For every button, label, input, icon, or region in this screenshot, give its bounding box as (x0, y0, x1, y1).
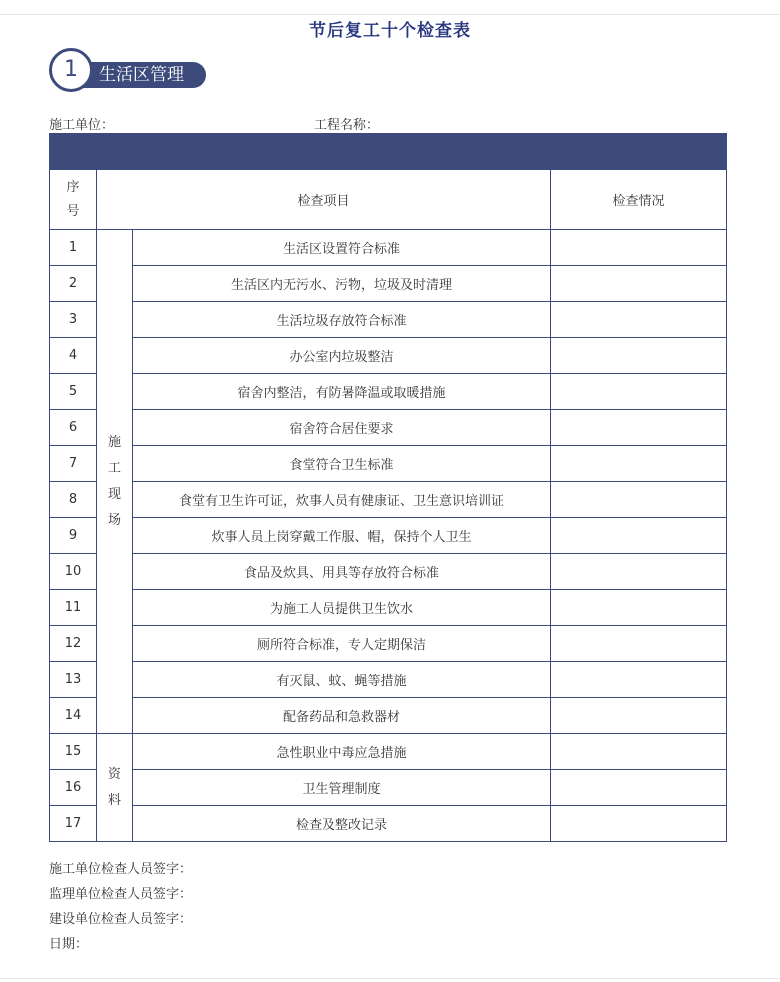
status-cell[interactable] (551, 554, 727, 590)
row-number: 11 (50, 590, 97, 626)
table-row (50, 626, 727, 662)
row-number: 13 (50, 662, 97, 698)
check-item: 食堂有卫生许可证，炊事人员有健康证、卫生意识培训证 (133, 482, 551, 518)
status-cell[interactable] (551, 806, 727, 842)
row-number: 8 (50, 482, 97, 518)
group-label-char: 资 (107, 766, 121, 782)
item-header: 检查项目 (97, 170, 551, 230)
row-number: 5 (50, 374, 97, 410)
row-number: 1 (50, 230, 97, 266)
status-cell[interactable] (551, 770, 727, 806)
page-title: 节后复工十个检查表 (309, 21, 471, 41)
check-item: 厕所符合标准，专人定期保洁 (133, 626, 551, 662)
section-number: 1 (49, 48, 93, 92)
project-name-label: 工程名称： (314, 118, 380, 133)
table-row (50, 338, 727, 374)
status-cell[interactable] (551, 266, 727, 302)
row-number: 2 (50, 266, 97, 302)
status-cell[interactable] (551, 338, 727, 374)
row-number: 12 (50, 626, 97, 662)
row-number: 14 (50, 698, 97, 734)
table-row (50, 806, 727, 842)
table-row (50, 518, 727, 554)
check-item: 急性职业中毒应急措施 (133, 734, 551, 770)
check-item: 为施工人员提供卫生饮水 (133, 590, 551, 626)
row-number: 4 (50, 338, 97, 374)
seq-header (50, 170, 97, 230)
status-cell[interactable] (551, 590, 727, 626)
inspection-table (49, 133, 727, 842)
table-row (50, 770, 727, 806)
status-cell[interactable] (551, 410, 727, 446)
table-row (50, 698, 727, 734)
group-label-char: 料 (107, 792, 121, 808)
status-cell[interactable] (551, 662, 727, 698)
row-number: 9 (50, 518, 97, 554)
check-item: 宿舍内整洁，有防暑降温或取暖措施 (133, 374, 551, 410)
table-row (50, 266, 727, 302)
check-item: 生活垃圾存放符合标准 (133, 302, 551, 338)
check-item: 食堂符合卫生标准 (133, 446, 551, 482)
seq-header-line1: 序 (66, 179, 80, 195)
owner-sign-label: 建设单位检查人员签字： (49, 912, 193, 927)
bottom-divider (0, 978, 780, 979)
row-number: 17 (50, 806, 97, 842)
table-row (50, 374, 727, 410)
group-label-char: 施 (107, 434, 121, 450)
column-header-row (50, 170, 727, 230)
check-item: 办公室内垃圾整洁 (133, 338, 551, 374)
status-cell[interactable] (551, 482, 727, 518)
status-cell[interactable] (551, 626, 727, 662)
table-row (50, 590, 727, 626)
check-item: 食品及炊具、用具等存放符合标准 (133, 554, 551, 590)
group-label-char: 工 (107, 460, 121, 476)
table-row (50, 410, 727, 446)
group-label-char: 场 (107, 512, 121, 528)
seq-header-line2: 号 (66, 203, 80, 219)
table-row (50, 554, 727, 590)
check-item: 配备药品和急救器材 (133, 698, 551, 734)
top-divider (0, 14, 780, 15)
check-item: 炊事人员上岗穿戴工作服、帽，保持个人卫生 (133, 518, 551, 554)
status-cell[interactable] (551, 446, 727, 482)
status-cell[interactable] (551, 374, 727, 410)
status-cell[interactable] (551, 302, 727, 338)
section-title: 生活区管理 (99, 65, 184, 85)
section-badge (49, 48, 209, 92)
row-number: 7 (50, 446, 97, 482)
table-row (50, 734, 727, 770)
status-cell[interactable] (551, 230, 727, 266)
group-label-char: 现 (107, 486, 121, 502)
supervision-sign-label: 监理单位检查人员签字： (49, 887, 193, 902)
construction-sign-label: 施工单位检查人员签字： (49, 862, 193, 877)
check-item: 检查及整改记录 (133, 806, 551, 842)
date-label: 日期： (49, 937, 89, 952)
table-header-bar (50, 134, 727, 170)
row-number: 16 (50, 770, 97, 806)
check-item: 生活区设置符合标准 (133, 230, 551, 266)
group-label (97, 230, 133, 734)
table-row (50, 482, 727, 518)
check-item: 有灭鼠、蚊、蝇等措施 (133, 662, 551, 698)
status-cell[interactable] (551, 518, 727, 554)
row-number: 15 (50, 734, 97, 770)
construction-unit-label: 施工单位： (49, 118, 115, 133)
table-row (50, 230, 727, 266)
table-row (50, 446, 727, 482)
group-label (97, 734, 133, 842)
status-cell[interactable] (551, 698, 727, 734)
table-row (50, 302, 727, 338)
check-item: 宿舍符合居住要求 (133, 410, 551, 446)
status-header: 检查情况 (551, 170, 727, 230)
row-number: 10 (50, 554, 97, 590)
status-cell[interactable] (551, 734, 727, 770)
table-row (50, 662, 727, 698)
check-item: 生活区内无污水、污物，垃圾及时清理 (133, 266, 551, 302)
check-item: 卫生管理制度 (133, 770, 551, 806)
row-number: 3 (50, 302, 97, 338)
row-number: 6 (50, 410, 97, 446)
